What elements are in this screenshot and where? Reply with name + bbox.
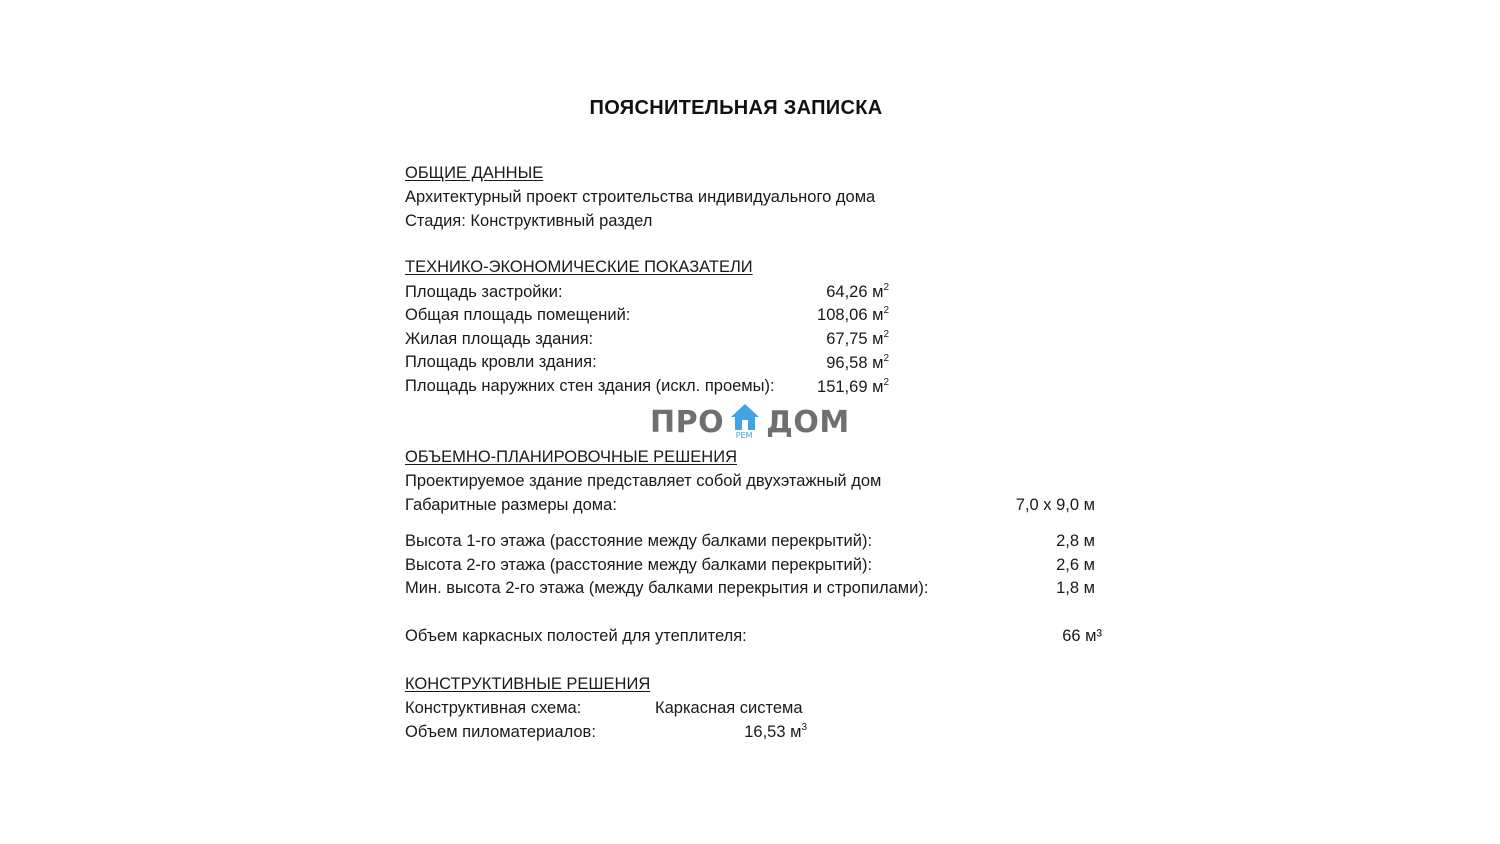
structural-row-value: 16,53 $м^3$ xyxy=(744,722,807,741)
logo-sub-label: РЕМ xyxy=(735,431,753,440)
tech-row-label: Общая площадь помещений: xyxy=(405,306,631,324)
tech-row-label: Площадь кровли здания: xyxy=(405,353,597,371)
tech-row-value: 67,75 $м^2$ xyxy=(826,329,889,348)
structural-row-label: Конструктивная схема: xyxy=(405,699,582,717)
tech-row-label: Площадь застройки: xyxy=(405,283,563,301)
planning-row-value: 66 м³ xyxy=(1062,627,1102,645)
tech-row-value: 108,06 $м^2$ xyxy=(817,305,889,324)
tech-row-label: Площадь наружних стен здания (искл. проемы): xyxy=(405,377,775,395)
tech-row-value: 151,69 $м^2$ xyxy=(817,377,889,396)
planning-row-value: 2,8 м xyxy=(1056,532,1095,550)
general-line-project: Архитектурный проект строительства индивидуального дома xyxy=(405,188,876,206)
planning-line-description: Проектируемое здание представляет собой двухэтажный дом xyxy=(405,472,882,490)
planning-row-label: Мин. высота 2-го этажа (между балками перекрытия и стропилами): xyxy=(405,579,929,597)
house-icon xyxy=(728,402,762,442)
logo-text-right: ДОМ xyxy=(766,404,850,440)
general-line-stage: Стадия: Конструктивный раздел xyxy=(405,212,653,230)
planning-heading: ОБЪЕМНО-ПЛАНИРОВОЧНЫЕ РЕШЕНИЯ xyxy=(405,448,737,466)
tech-row-value: 96,58 $м^2$ xyxy=(826,353,889,372)
prodom-logo xyxy=(650,402,860,442)
tech-heading: ТЕХНИКО-ЭКОНОМИЧЕСКИЕ ПОКАЗАТЕЛИ xyxy=(405,258,753,276)
planning-row-label: Габаритные размеры дома: xyxy=(405,496,617,514)
planning-row-value: 1,8 м xyxy=(1056,579,1095,597)
structural-row-value: Каркасная система xyxy=(655,699,803,717)
structural-row-label: Объем пиломатериалов: xyxy=(405,723,596,741)
planning-row-label: Высота 1-го этажа (расстояние между балками перекрытий): xyxy=(405,532,873,550)
planning-row-value: 2,6 м xyxy=(1056,556,1095,574)
general-heading: ОБЩИЕ ДАННЫЕ xyxy=(405,164,544,182)
planning-row-value: 7,0 х 9,0 м xyxy=(1015,496,1095,514)
tech-row-label: Жилая площадь здания: xyxy=(405,330,594,348)
page-title: ПОЯСНИТЕЛЬНАЯ ЗАПИСКА xyxy=(589,97,883,119)
logo-text-left: ПРО xyxy=(650,404,725,440)
tech-row-value: 64,26 $м^2$ xyxy=(826,282,889,301)
structural-heading: КОНСТРУКТИВНЫЕ РЕШЕНИЯ xyxy=(405,675,651,693)
planning-row-label: Объем каркасных полостей для утеплителя: xyxy=(405,627,747,645)
planning-row-label: Высота 2-го этажа (расстояние между балками перекрытий): xyxy=(405,556,873,574)
